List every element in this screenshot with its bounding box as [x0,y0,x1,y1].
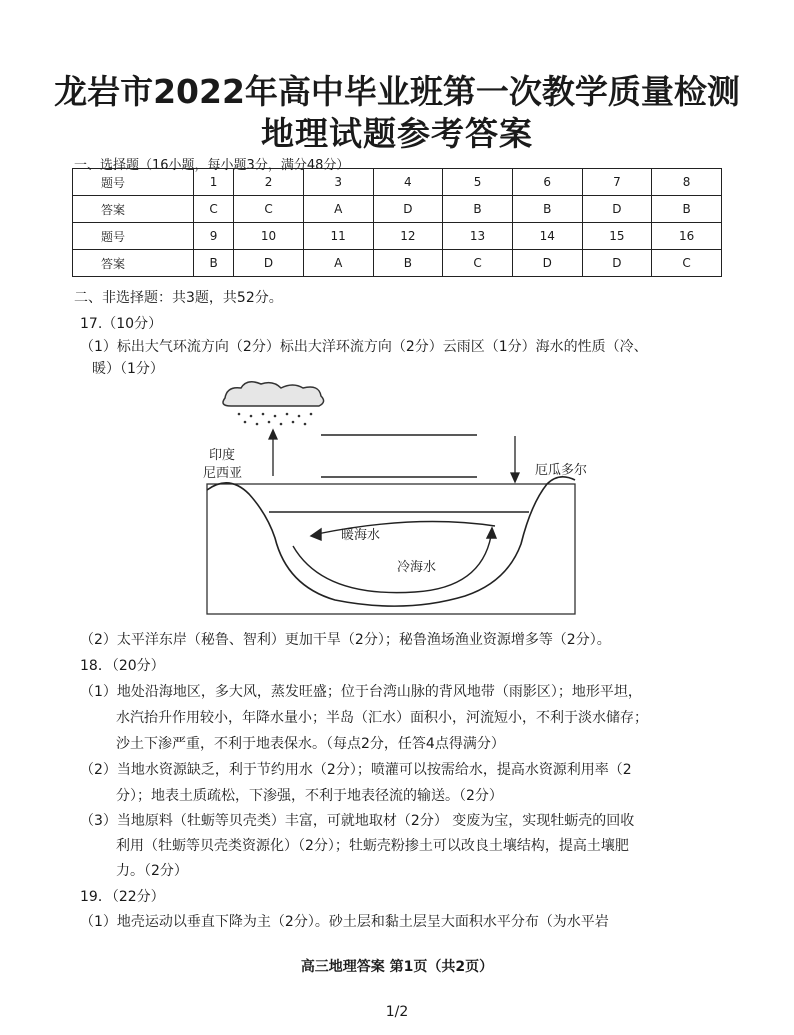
table-cell: B [373,250,443,277]
warm-water-arrow [311,522,495,541]
rain-icon [238,413,313,426]
table-cell: 8 [652,169,722,196]
table-cell: B [194,250,234,277]
q18-part2-line2: 分）；地表土质疏松，下渗强，不利于地表径流的输送。（2分） [116,788,503,804]
table-cell: C [652,250,722,277]
table-cell: C [194,196,234,223]
q19-part1-line1: （1）地壳运动以垂直下降为主（2分）。砂土层和黏土层呈大面积水平分布（为水平岩 [80,914,609,930]
cloud-icon [223,382,324,406]
answer-table [72,168,722,277]
sinking-air-arrow [511,436,519,482]
table-cell: 5 [443,169,513,196]
table-cell: 15 [582,223,652,250]
answer-label: 答案 [73,250,194,277]
q17-heading: 17.（10分） [80,316,163,332]
table-row [73,169,722,196]
table-row [73,223,722,250]
circulation-diagram [195,376,595,626]
q18-part1-line1: （1）地处沿海地区，多大风，蒸发旺盛；位于台湾山脉的背风地带（雨影区）；地形平坦， [80,684,642,700]
table-cell: 16 [652,223,722,250]
table-cell: D [582,196,652,223]
label-ecuador: 厄瓜多尔 [535,463,588,478]
ocean-basin [207,477,575,606]
section2-heading: 二、非选择题：共3题，共52分。 [74,290,283,306]
table-cell: D [582,250,652,277]
table-row [73,250,722,277]
table-cell: 7 [582,169,652,196]
table-cell: 6 [512,169,582,196]
table-cell: 9 [194,223,234,250]
table-cell: A [303,250,373,277]
question-label: 题号 [73,223,194,250]
q18-part3-line1: （3）当地原料（牡蛎等贝壳类）丰富，可就地取材（2分） 变废为宝，实现牡蛎壳的回收 [80,813,635,829]
page-subtitle: 地理试题参考答案 [261,114,533,153]
label-indonesia-1: 印度 [209,448,236,463]
table-row [73,196,722,223]
page-footer: 高三地理答案 第1页（共2页） [300,959,494,975]
table-cell: 14 [512,223,582,250]
question-label: 题号 [73,169,194,196]
table-cell: 11 [303,223,373,250]
q17-part2: （2）太平洋东岸（秘鲁、智利）更加干旱（2分）；秘鲁渔场渔业资源增多等（2分）。 [80,632,611,648]
q18-part1-line2: 水汽抬升作用较小，年降水量小；半岛（汇水）面积小，河流短小，不利于淡水储存； [116,710,648,726]
q18-heading: 18．（20分） [80,658,165,674]
table-cell: C [443,250,513,277]
q17-part1-line1: （1）标出大气环流方向（2分）标出大洋环流方向（2分）云雨区（1分）海水的性质（冷、 [80,339,648,355]
q19-heading: 19．（22分） [80,889,165,905]
table-cell: B [652,196,722,223]
table-cell: D [373,196,443,223]
cold-water-arrow [293,528,496,593]
label-cold-water: 冷海水 [397,560,437,575]
table-cell: B [443,196,513,223]
answer-label: 答案 [73,196,194,223]
table-cell: 13 [443,223,513,250]
table-cell: 1 [194,169,234,196]
label-indonesia-2: 尼西亚 [203,466,243,481]
diagram-svg [195,376,595,626]
section1-heading: 一、选择题（16小题，每小题3分，满分48分） [74,158,350,173]
q18-part3-line3: 力。（2分） [116,863,188,879]
q18-part2-line1: （2）当地水资源缺乏，利于节约用水（2分）；喷灌可以按需给水，提高水资源利用率（2 [80,762,632,778]
table-cell: 2 [234,169,304,196]
rising-air-arrow [269,430,277,476]
table-cell: 12 [373,223,443,250]
table-cell: D [512,250,582,277]
page-title: 龙岩市2022年高中毕业班第一次教学质量检测 [54,72,740,111]
table-cell: C [234,196,304,223]
q18-part3-line2: 利用（牡蛎等贝壳类资源化）（2分）；牡蛎壳粉掺土可以改良土壤结构，提高土壤肥 [116,838,629,854]
table-cell: 4 [373,169,443,196]
q18-part1-line3: 沙土下渗严重，不利于地表保水。（每点2分，任答4点得满分） [116,736,505,752]
page-indicator: 1/2 [385,1004,409,1020]
table-cell: D [234,250,304,277]
table-cell: 3 [303,169,373,196]
table-cell: B [512,196,582,223]
label-warm-water: 暖海水 [341,528,381,543]
table-cell: A [303,196,373,223]
q17-part1-line2: 暖）（1分） [92,361,164,377]
table-cell: 10 [234,223,304,250]
